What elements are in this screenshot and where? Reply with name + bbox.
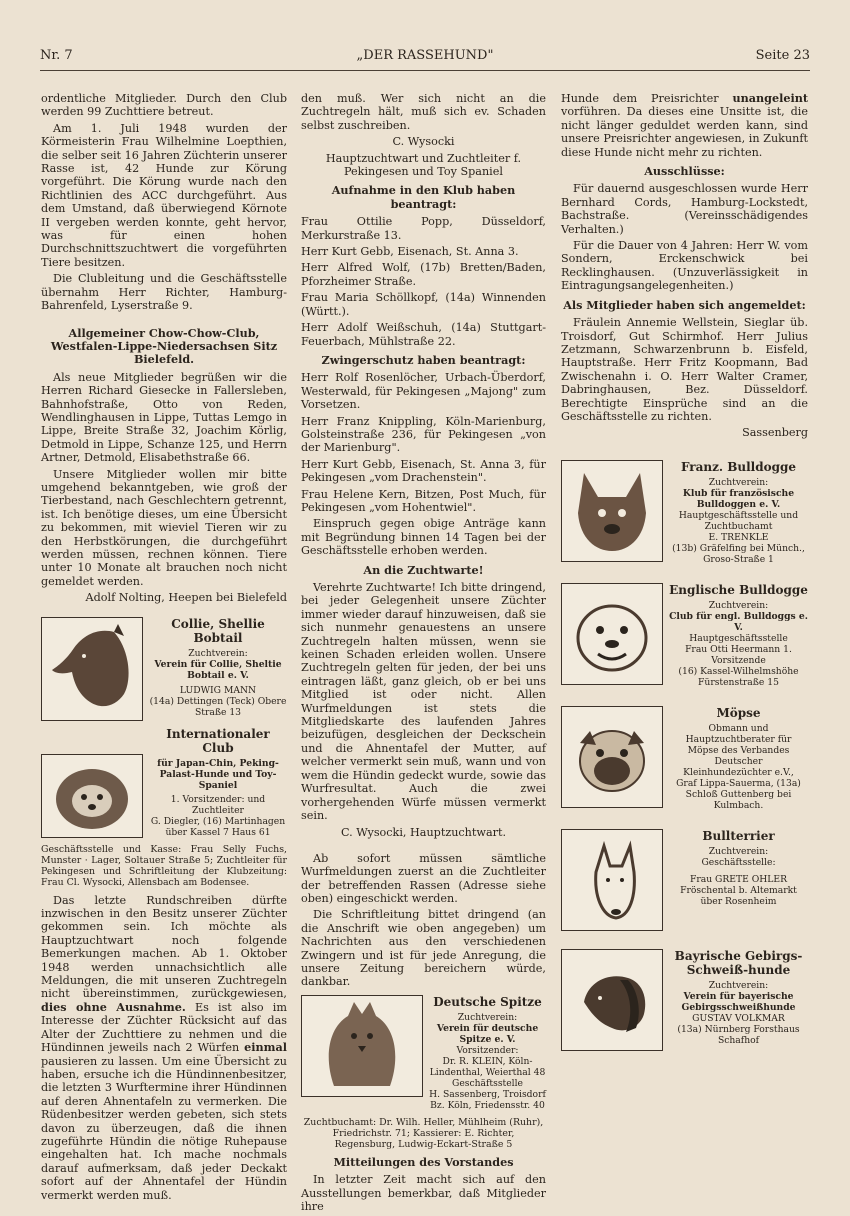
ad-line: GUSTAV VOLKMAR <box>692 1012 785 1024</box>
paragraph: Verehrte Zuchtwarte! Ich bitte dringend, bei jeder Gelegenheit unsere Züchter immer wieder darauf hinzuweisen, daß sie sich nunmehr genauestens an unsere Zuchtregeln halten müssen, wenn sie keinen Schaden erleiden wollen. Unsere Zuchtregeln gelten für jeden, der bei uns eintragen läßt, ganz gleich, ob er bei uns Mitglied ist oder nicht. Allen Wurfmeldungen ist stets die Mitgliedskarte des laufenden Jahres beizufügen, desgleichen der Deckschein und die Ahnentafel der Mutter, auf welcher vermerkt sein muß, wann und von wem die Hündin gedeckt wurde, sowie das Wurfresultat. Auch die zwei vorhergehenden Würfe müssen vermerkt sein. <box>301 581 546 822</box>
text-span: Das letzte Rundschreiben dürfte inzwischen in den Besitz unserer Züchter gekommen sein. Ich möchte als Hauptzuchtwart noch folgende Bemerkungen machen. Ab 1. Oktober 1948 werden unnachsichtlich alle Meldungen, die mit unseren Zuchtregeln nicht übereinstimmen, zurückgewiesen, <box>41 893 287 1001</box>
paragraph: Unsere Mitglieder wollen mir bitte umgehend bekanntgeben, wie groß der Tierbestand, nach Geschlechtern getrennt, ist. Ich benötige dieses, um eine Übersicht zu bekommen, mit wieviel Tieren wir zu den Herbstkörungen, die durchgeführt werden müssen, rechnen können. Tiere unter 10 Monate alt brauchen noch nicht gemeldet werden. <box>41 467 287 588</box>
ad-line: H. Sassenberg, Troisdorf Bz. Köln, Friedensstr. 40 <box>429 1088 546 1111</box>
list-item: Herr Alfred Wolf, (17b) Bretten/Baden, Pforzheimer Straße. <box>301 261 546 288</box>
ad-franz-bulldogge <box>561 460 808 565</box>
paragraph: Für die Dauer von 4 Jahren: Herr W. vom Sondern, Erckenschwick bei Recklinghausen. (Unzuverlässigkeit in Eintragungsangelegenheiten.) <box>561 239 808 293</box>
ad-title: Englische Bulldogge <box>669 582 808 597</box>
paragraph: Als neue Mitglieder begrüßen wir die Herren Richard Giesecke in Fallersleben, Bahnhofstraße, Otto von Reden, Wendlinghausen in Lippe, Tuttas Lemgo in Lippe, Breite Straße 32, Joachim Körlig, Detmold in Lippe, Schanze 125, und Herrn Artner, Detmold, Elisabethstraße 66. <box>41 370 287 465</box>
ad-line: Obmann und Hauptzuchtberater für Möpse des Verbandes Deutscher Kleinhundezüchter e.V., <box>683 722 794 778</box>
ad-line: Zuchtverein: <box>188 647 248 659</box>
page-header <box>40 48 810 71</box>
collie-head-icon <box>41 617 143 721</box>
ad-text <box>423 995 546 1111</box>
ad-line: Hauptgeschäftsstelle <box>689 632 788 644</box>
ad-bayrische-gebirgsschweisshunde <box>561 949 808 1051</box>
ad-international-club <box>41 727 287 838</box>
column-1 <box>41 92 287 1205</box>
ad-line: Zuchtverein: <box>708 476 769 488</box>
ad-line: Frau Otti Heermann 1. Vorsitzende <box>685 643 792 666</box>
text-span: pausieren zu lassen. Um eine Übersicht zu haben, ersuche ich die Hündinnenbesitzer, die letzten 3 Wurftermine ihrer Hündinnen auf deren Ahnentafeln zu vermerken. Die Rüdenbesitzer werden gebeten, sich stets davon zu überzeugen, daß die ihnen zugeführte Hündin die nötige Ruhepause eingehalten hat. Ich mache nochmals darauf aufmerksam, daß jeder Deckakt sofort auf der Ahnentafel der Hündin vermerkt werden muß. <box>41 1054 287 1202</box>
scent-hound-head-icon <box>561 949 663 1051</box>
ad-title: Bayrische Gebirgs-Schweiß-hunde <box>674 948 803 977</box>
list-item: Herr Rolf Rosenlöcher, Urbach-Überdorf, Westerwald, für Pekingesen „Majong" zum Vorsetzen. <box>301 371 546 412</box>
ad-line: Geschäftsstelle: <box>701 856 776 868</box>
section-heading: Ausschlüsse: <box>644 164 725 179</box>
ad-line: Zuchtverein: <box>708 979 769 991</box>
ad-title: Bullterrier <box>702 828 775 843</box>
ad-line: Frau GRETE OHLER <box>689 873 788 885</box>
text-span: vorführen. Da dieses eine Unsitte ist, die nicht länger geduldet werden kann, sind unsere Preisrichter angewiesen, in Zukunft diese Hunde nicht mehr zu richten. <box>561 105 808 159</box>
paragraph: ordentliche Mitglieder. Durch den Club werden 99 Zuchttiere betreut. <box>41 92 287 119</box>
ad-collie <box>41 617 287 721</box>
ad-line: Klub für französische Bulldoggen e. V. <box>682 487 795 510</box>
ad-text <box>663 460 808 565</box>
list-item: Herr Kurt Gebb, Eisenach, St. Anna 3. <box>301 245 519 259</box>
ad-deutsche-spitze <box>301 995 546 1111</box>
english-bulldog-head-icon <box>561 583 663 685</box>
ad-footnote: Zuchtbuchamt: Dr. Wilh. Heller, Mühlheim (Ruhr), Friedrichstr. 71; Kassierer: E. Richter, Regensburg, Ludwig-Eckart-Straße 5 <box>303 1116 544 1150</box>
section-heading: Zwingerschutz haben beantragt: <box>321 352 526 367</box>
ad-line: Club für engl. Bulldoggs e. V. <box>669 610 808 633</box>
page-number: Seite 23 <box>755 48 810 63</box>
ad-text <box>663 583 808 688</box>
paragraph <box>561 92 808 159</box>
ad-line: (13b) Gräfelfing bei Münch., Groso-Straße 1 <box>672 542 805 565</box>
pekingese-head-icon <box>41 754 143 838</box>
ad-line: (14a) Dettingen (Teck) Obere Straße 13 <box>149 695 287 718</box>
paragraph <box>41 894 287 1202</box>
ad-title: Internationaler Club <box>166 726 270 755</box>
section-heading: An die Zuchtwarte! <box>363 562 484 577</box>
section-heading: Aufnahme in den Klub haben beantragt: <box>331 183 516 211</box>
signature: Sassenberg <box>742 426 808 440</box>
ad-line: Fröschental b. Altemarkt über Rosenheim <box>680 884 797 907</box>
bold-text: unangeleint <box>732 91 808 105</box>
paragraph: Einspruch gegen obige Anträge kann mit Begründung binnen 14 Tagen bei der Geschäftsstelle erhoben werden. <box>301 517 546 558</box>
ad-title: Collie, Shellie Bobtail <box>171 616 265 645</box>
ad-footnote: Geschäftsstelle und Kasse: Frau Selly Fuchs, Munster · Lager, Soltauer Straße 5; Zuchtleiter für Pekingesen und Schriftleitung der Klubzeitung: Frau Cl. Wysocki, Allensbach am Bodensee. <box>41 843 287 888</box>
ad-line: Zuchtverein: <box>708 599 769 611</box>
section-heading: Mitteilungen des Vorstandes <box>333 1154 514 1169</box>
paragraph: Die Schriftleitung bittet dringend (an die Anschrift wie oben angegeben) um Nachrichten aus den verschiedenen Zwingern und ist für jede Anregung, die unsere Zeitung bereichern würde, dankbar. <box>301 908 546 989</box>
bull-terrier-head-icon <box>561 829 663 931</box>
list-item: Herr Kurt Gebb, Eisenach, St. Anna 3, für Pekingesen „vom Drachenstein". <box>301 457 546 485</box>
signature: C. Wysocki <box>392 135 455 149</box>
paragraph: Ab sofort müssen sämtliche Wurfmeldungen zuerst an die Zuchtleiter der betreffenden Rassen (Adresse siehe oben) eingeschickt werden. <box>301 851 546 905</box>
text-span: Hunde dem Preisrichter <box>561 92 719 105</box>
paragraph: Für dauernd ausgeschlossen wurde Herr Bernhard Cords, Hamburg-Lockstedt, Bachstraße. (Vereinsschädigendes Verhalten.) <box>561 182 808 236</box>
ad-line: Hauptgeschäftsstelle und Zuchtbuchamt <box>678 509 799 532</box>
ad-title: Deutsche Spitze <box>433 994 542 1009</box>
column-3 <box>561 92 808 1069</box>
ad-englische-bulldogge <box>561 583 808 688</box>
ad-bullterrier <box>561 829 808 931</box>
french-bulldog-head-icon <box>561 460 663 562</box>
signature-role: Hauptzuchtwart und Zuchtleiter f. Pekingesen und Toy Spaniel <box>325 151 522 179</box>
list-item: Herr Franz Knippling, Köln-Marienburg, Golsteinstraße 236, für Pekingesen „von der Marienburg". <box>301 414 546 455</box>
ad-line: Verein für deutsche Spitze e. V. <box>436 1022 539 1045</box>
ad-line: Dr. R. KLEIN, Köln-Lindenthal, Weierthal 48 <box>429 1055 546 1078</box>
ad-line: G. Diegler, (16) Martinhagen über Kassel 7 Haus 61 <box>150 815 286 838</box>
ad-line: Vorsitzender: <box>456 1044 519 1056</box>
ad-line: 1. Vorsitzender: und Zuchtleiter <box>170 793 266 816</box>
ad-text <box>663 949 808 1051</box>
paragraph: Am 1. Juli 1948 wurden der Körmeisterin Frau Wilhelmine Loepthien, die selber seit 16 Jahren Züchterin unserer Rasse ist, 42 Hunde zur Körung vorgeführt. Die Körung wurde nach den Richtlinien des ACC durchgeführt. Aus dem Umstand, daß überwiegend Körnote II vergeben werden konnte, geht hervor, was für einen hohen Durchschnittszuchtwert die vorgeführten Tiere besitzen. <box>41 121 287 269</box>
bold-text: dies ohne Ausnahme. <box>41 999 186 1014</box>
ad-line: Graf Lippa-Sauerma, (13a) Schloß Guttenberg bei Kulmbach. <box>676 777 801 811</box>
ad-line: E. TRENKLE <box>708 531 769 543</box>
signature: Adolf Nolting, Heepen bei Bielefeld <box>85 591 287 605</box>
pug-head-icon <box>561 706 663 808</box>
list-item: Frau Ottilie Popp, Düsseldorf, Merkurstraße 13. <box>301 215 546 242</box>
ad-text <box>663 829 808 931</box>
journal-title: „DER RASSEHUND" <box>356 48 494 63</box>
ad-moepse <box>561 706 808 811</box>
bold-text: einmal <box>244 1040 287 1055</box>
ad-title: Franz. Bulldogge <box>680 459 797 474</box>
ad-title: Möpse <box>716 705 761 720</box>
ad-line: Verein für bayerische Gebirgsschweißhunde <box>681 990 796 1013</box>
paragraph: den muß. Wer sich nicht an die Zuchtregeln hält, muß sich ev. Schaden selbst zuschreiben. <box>301 92 546 132</box>
ad-line: für Japan-Chin, Peking-Palast-Hunde und Toy-Spaniel <box>157 757 279 791</box>
ad-line: Zuchtverein: <box>708 845 769 857</box>
list-item: Herr Adolf Weißschuh, (14a) Stuttgart-Feuerbach, Mühlstraße 22. <box>301 321 546 348</box>
text-span: Es ist also im Interesse der Züchter Rücksicht auf das Alter der Zuchttiere zu nehmen und die Hündinnen jeweils nach 2 Würfen <box>41 1000 287 1055</box>
ad-line: Zuchtverein: <box>457 1011 518 1023</box>
column-2 <box>301 92 546 1216</box>
section-heading: Als Mitglieder haben sich angemeldet: <box>563 297 806 312</box>
paragraph: In letzter Zeit macht sich auf den Ausstellungen bemerkbar, daß Mitglieder ihre <box>301 1173 546 1213</box>
signature: C. Wysocki, Hauptzuchtwart. <box>340 826 507 840</box>
paragraph: Fräulein Annemie Wellstein, Sieglar üb. Troisdorf, Gut Schirmhof. Herr Julius Zetzmann, Schwarzenbrunn b. Eisfeld, Hauptstraße. Herr Fritz Koopmann, Bad Zwischenahn i. O. Herr Walter Cramer, Dabringhausen, Bez. Düsseldorf. Berechtigte Einsprüche sind an die Geschäftsstelle zu richten. <box>561 316 808 423</box>
breed-ads <box>561 460 808 1051</box>
ad-line: LUDWIG MANN <box>179 684 257 696</box>
section-heading: Allgemeiner Chow-Chow-Club, Westfalen-Lippe-Niedersachsen Sitz Bielefeld. <box>50 325 278 367</box>
list-item: Frau Maria Schöllkopf, (14a) Winnenden (Württ.). <box>301 291 546 318</box>
paragraph: Die Clubleitung und die Geschäftsstelle übernahm Herr Richter, Hamburg-Bahrenfeld, Lyserstraße 9. <box>41 272 287 313</box>
list-item: Frau Helene Kern, Bitzen, Post Much, für Pekingesen „vom Hohentwiel". <box>301 487 546 514</box>
ad-text <box>143 617 287 721</box>
spitz-head-icon <box>301 995 423 1097</box>
issue-number: Nr. 7 <box>40 48 73 63</box>
ad-line: (16) Kassel-Wilhelmshöhe Fürstenstraße 15 <box>678 665 799 688</box>
ad-line: Geschäftsstelle <box>452 1077 523 1089</box>
ad-text <box>143 727 287 838</box>
ad-line: Verein für Collie, Sheltie Bobtail e. V. <box>154 658 282 681</box>
ad-text <box>663 706 808 811</box>
ad-line: (13a) Nürnberg Forsthaus Schafhof <box>677 1023 800 1046</box>
